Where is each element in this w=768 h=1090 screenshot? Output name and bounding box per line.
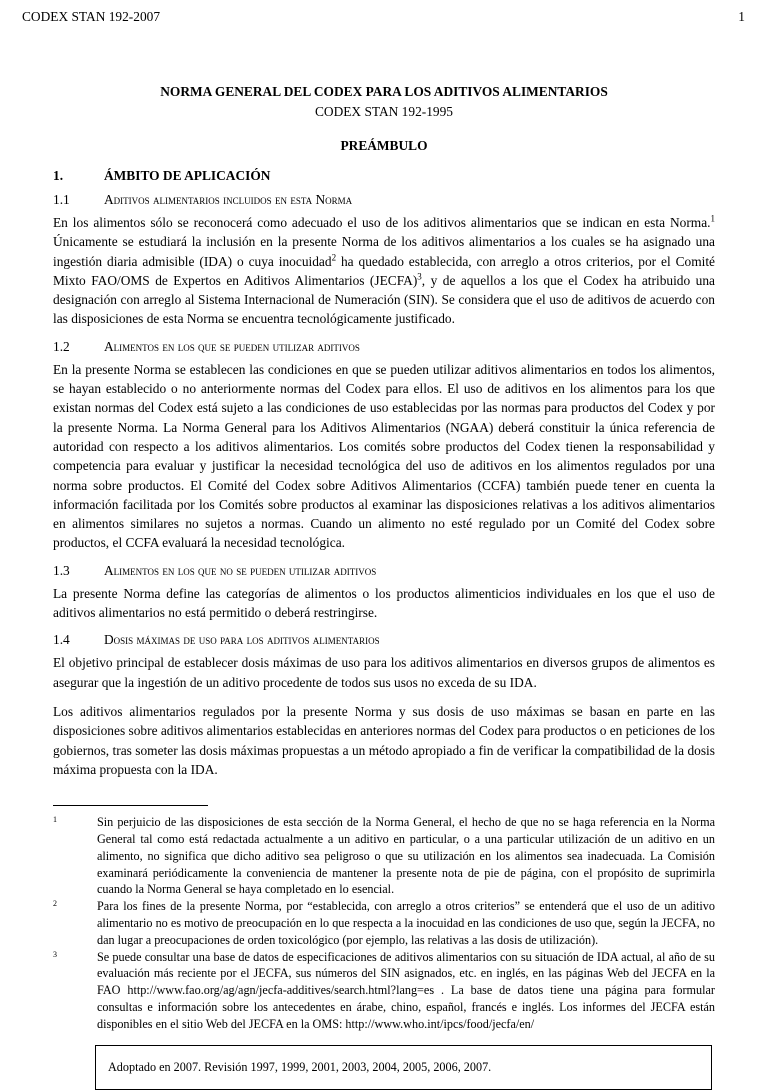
- section-1-3-heading: [53, 563, 715, 579]
- section-1-2-paragraph: En la presente Norma se establecen las condiciones en que se pueden utilizar aditivos alimentarios en todos los alimentos, se hayan establecido o no anteriormente normas del Codex para ellos. El uso de aditivos en los alimentos para los que existan normas del Codex está sujeto a las condiciones de uso establecidas por las normas para productos del Codex y por la presente Norma. La Norma General para los Aditivos Alimentarios (NGAA) deberá constituir la única referencia de autoridad con respecto a los aditivos alimentarios. Los comités sobre productos del Codex tienen la responsabilidad y competencia para evaluar y justificar la necesidad tecnológica del uso de aditivos en los alimentos regulados por una norma sobre productos. El Comité del Codex sobre Aditivos Alimentarios (CCFA) también puede tener en cuenta la información facilitada por los Comités sobre productos al examinar las disposiciones relativas a los aditivos alimentarios en alimentos similares no sujetos a normas. Cuando un alimento no esté regulado por un Comité del Codex sobre productos, el CCFA evaluará la necesidad tecnológica.: [53, 361, 715, 551]
- section-number: 1.: [53, 168, 64, 183]
- section-1-1-paragraph: [53, 213, 715, 329]
- document-title: NORMA GENERAL DEL CODEX PARA LOS ADITIVOS ALIMENTARIOS: [160, 84, 608, 99]
- section-1-3-paragraph: La presente Norma define las categorías de alimentos o los productos alimenticios individuales en los que el uso de aditivos alimentarios no está permitido o deberá restringirse.: [53, 585, 715, 621]
- section-number: 1.1: [53, 192, 70, 207]
- section-title: ÁMBITO DE APLICACIÓN: [104, 168, 271, 183]
- footnote-3: [53, 949, 715, 1033]
- page-number: 1: [738, 9, 745, 24]
- footnote-ref[interactable]: 2: [331, 252, 337, 263]
- document-body: [53, 84, 715, 1090]
- footnote-ref[interactable]: 3: [417, 271, 422, 282]
- text: Únicamente se estudiará la inclusión en la presente Norma de los aditivos alimentarios a los cuales se ha asignado una ingestión diaria admisible (IDA) o cuya inocuidad: [53, 234, 715, 269]
- section-1-4-heading: [53, 632, 715, 648]
- footnote-number: 3: [53, 949, 57, 959]
- footnote-number: 2: [53, 899, 57, 909]
- footnote-text: Para los fines de la presente Norma, por “establecida, con arreglo a otros criterios” se entenderá que el uso de un aditivo alimentario no es motivo de preocupación en lo que respecta a la inocuidad en las condiciones de uso que, según la JECFA, no dan lugar a preocupaciones de orden toxicológico (por ejemplo, las relativas a las dosis de utilización).: [97, 899, 715, 947]
- running-header: CODEX STAN 192-2007: [22, 9, 161, 24]
- section-number: 1.2: [53, 338, 70, 354]
- footnote-text: Sin perjuicio de las disposiciones de esta sección de la Norma General, el hecho de que no se haga referencia en la Norma General tal como está redactada actualmente a un aditivo en particular, o a una particular utilización de un aditivo en un alimento, no significa que dicho aditivo sea peligroso o que su utilización en los alimentos sea inadecuada. La Comisión examinará periódicamente la conveniencia de mantener la presente nota de pie de página, con el propósito de suprimirla cuando la Norma General se haya completado en lo esencial.: [97, 815, 715, 897]
- text: , y de aquellos a los que el Codex ha atribuido una designación con arreglo al Sistema Internacional de Numeración (SIN). Se considera que el uso de aditivos de acuerdo con las disposiciones de esta Norma se encuentra tecnológicamente justificado.: [53, 272, 715, 327]
- section-1-heading: [53, 168, 715, 184]
- section-title: Alimentos en los que no se pueden utilizar aditivos: [104, 562, 377, 578]
- footnote-1: [53, 814, 715, 898]
- footnote-number: 1: [53, 815, 57, 825]
- section-title: Dosis máximas de uso para los aditivos alimentarios: [104, 632, 380, 648]
- footnote-ref[interactable]: 1: [710, 213, 715, 224]
- footnote-2: [53, 898, 715, 948]
- section-number: 1.4: [53, 632, 70, 648]
- section-1-4-paragraph-2: Los aditivos alimentarios regulados por la presente Norma y sus dosis de uso máximas se basan en parte en las disposiciones sobre aditivos alimentarios establecidas en anteriores normas del Codex para productos o en peticiones de los gobiernos, tras someter las dosis máximas propuestas a un método apropiado a fin de verificar la compatibilidad de la dosis máxima propuesta con la IDA.: [53, 703, 715, 777]
- document-subtitle: CODEX STAN 192-1995: [314, 104, 454, 119]
- preamble-heading: PREÁMBULO: [340, 138, 428, 153]
- section-1-2-heading: [53, 339, 715, 355]
- text: ha quedado establecida, con arreglo a otros criterios, por el Comité Mixto FAO/OMS de Expertos en Aditivos Alimentarios (JECFA): [53, 253, 715, 288]
- footnote-separator: [53, 805, 208, 806]
- adoption-note-box: Adoptado en 2007. Revisión 1997, 1999, 2001, 2003, 2004, 2005, 2006, 2007.: [95, 1045, 712, 1090]
- section-title: Alimentos en los que se pueden utilizar aditivos: [104, 338, 360, 354]
- footnote-text: Se puede consultar una base de datos de especificaciones de aditivos alimentarios con su situación de IDA actual, al año de su evaluación más reciente por el JECFA, sus números del SIN asignados, etc. en inglés, en las páginas Web del JECFA en la FAO http://www.fao.org/ag/agn/jecfa-additives/search.html?lang=es . La base de datos tiene una página para formular consultas e información sobre los antecedentes en árabe, chino, español, francés e inglés. Los informes del JECFA están disponibles en el sitio Web del JECFA en la OMS: http://www.who.int/ipcs/food/jecfa/en/: [97, 949, 715, 1031]
- section-1-1-heading: [53, 192, 715, 208]
- section-title: Aditivos alimentarios incluidos en esta Norma: [104, 192, 353, 207]
- section-1-4-paragraph-1: El objetivo principal de establecer dosis máximas de uso para los aditivos alimentarios en diversos grupos de alimentos es asegurar que la ingestión de un aditivo procedente de todos sus usos no exceda de su IDA.: [53, 655, 715, 690]
- text: En los alimentos sólo se reconocerá como adecuado el uso de los aditivos alimentarios que se indican en esta Norma.: [53, 215, 711, 230]
- section-number: 1.3: [53, 562, 70, 578]
